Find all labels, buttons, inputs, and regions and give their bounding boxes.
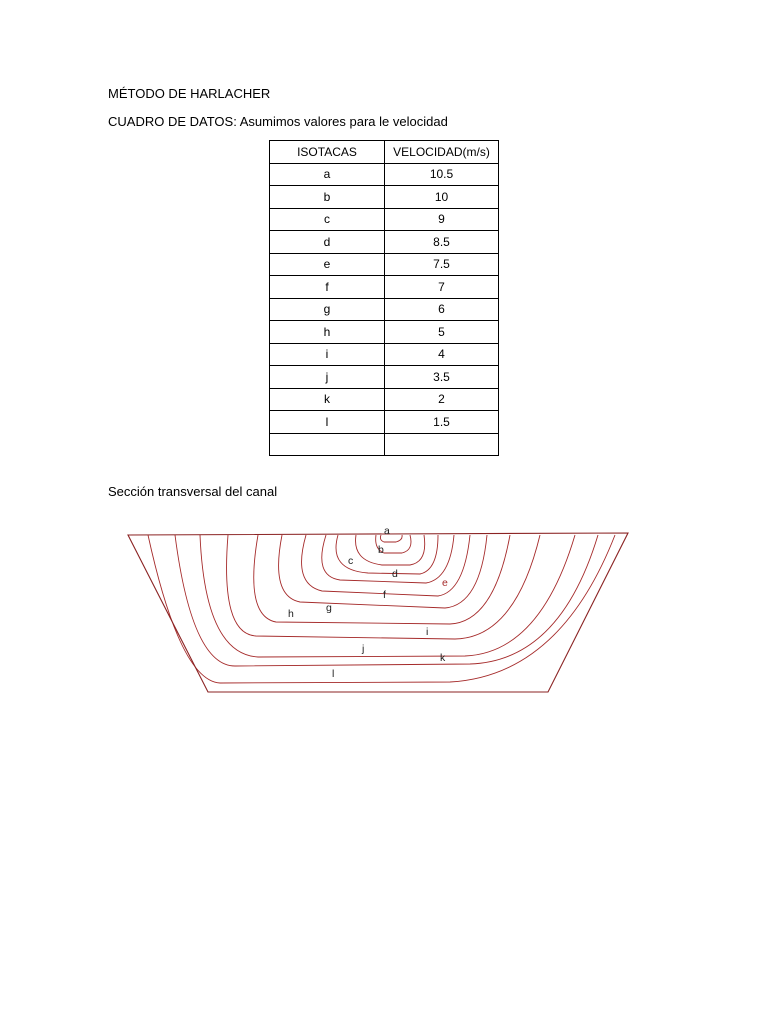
isotaca-cell: f xyxy=(270,276,385,299)
table-row xyxy=(270,253,499,276)
table-row xyxy=(270,321,499,344)
table-row xyxy=(270,186,499,209)
table-row xyxy=(270,276,499,299)
data-table-caption: CUADRO DE DATOS: Asumimos valores para le velocidad xyxy=(108,114,448,129)
isotach-label-c: c xyxy=(348,555,354,567)
velocidad-cell: 10.5 xyxy=(385,163,499,186)
table-row xyxy=(270,433,499,456)
isotach-label-a: a xyxy=(384,525,390,537)
velocidad-cell: 2 xyxy=(385,388,499,411)
channel-outline xyxy=(128,533,628,692)
isotach-label-k: k xyxy=(440,652,446,664)
isotaca-cell: j xyxy=(270,366,385,389)
table-row xyxy=(270,343,499,366)
isotaca-cell xyxy=(270,433,385,456)
table-row xyxy=(270,366,499,389)
document-title: MÉTODO DE HARLACHER xyxy=(108,86,271,101)
table-row xyxy=(270,298,499,321)
velocidad-cell: 5 xyxy=(385,321,499,344)
isotaca-cell: g xyxy=(270,298,385,321)
table-row xyxy=(270,231,499,254)
section-label: Sección transversal del canal xyxy=(108,484,278,499)
isotaca-cell: l xyxy=(270,411,385,434)
isotaca-cell: k xyxy=(270,388,385,411)
isotach-label-g: g xyxy=(326,602,332,614)
isotach-line-c xyxy=(356,535,425,565)
isotaca-cell: b xyxy=(270,186,385,209)
isotach-label-f: f xyxy=(383,589,386,601)
velocidad-cell: 3.5 xyxy=(385,366,499,389)
table-row xyxy=(270,388,499,411)
velocidad-cell: 7.5 xyxy=(385,253,499,276)
velocity-table xyxy=(269,140,499,456)
isotach-label-d: d xyxy=(392,568,398,580)
isotaca-cell: e xyxy=(270,253,385,276)
isotaca-cell: d xyxy=(270,231,385,254)
velocidad-cell: 4 xyxy=(385,343,499,366)
channel-cross-section-diagram xyxy=(120,516,640,698)
table-header-row xyxy=(270,141,499,164)
velocidad-cell: 10 xyxy=(385,186,499,209)
isotach-label-l: l xyxy=(332,668,335,680)
isotach-label-b: b xyxy=(378,544,384,556)
table-row xyxy=(270,208,499,231)
velocidad-cell: 9 xyxy=(385,208,499,231)
isotaca-cell: c xyxy=(270,208,385,231)
isotach-lines xyxy=(148,535,615,683)
velocidad-cell: 6 xyxy=(385,298,499,321)
isotaca-cell: a xyxy=(270,163,385,186)
table-row xyxy=(270,163,499,186)
isotach-label-j: j xyxy=(362,643,365,655)
header-velocidad: VELOCIDAD(m/s) xyxy=(385,141,499,164)
isotach-line-l xyxy=(148,535,615,683)
header-isotacas: ISOTACAS xyxy=(270,141,385,164)
velocidad-cell: 8.5 xyxy=(385,231,499,254)
velocidad-cell: 7 xyxy=(385,276,499,299)
table-body xyxy=(270,163,499,456)
velocidad-cell: 1.5 xyxy=(385,411,499,434)
velocidad-cell xyxy=(385,433,499,456)
isotach-label-h: h xyxy=(288,608,294,620)
isotach-label-i: i xyxy=(426,626,429,638)
isotaca-cell: h xyxy=(270,321,385,344)
isotach-label-e: e xyxy=(442,577,448,589)
table-row xyxy=(270,411,499,434)
isotaca-cell: i xyxy=(270,343,385,366)
